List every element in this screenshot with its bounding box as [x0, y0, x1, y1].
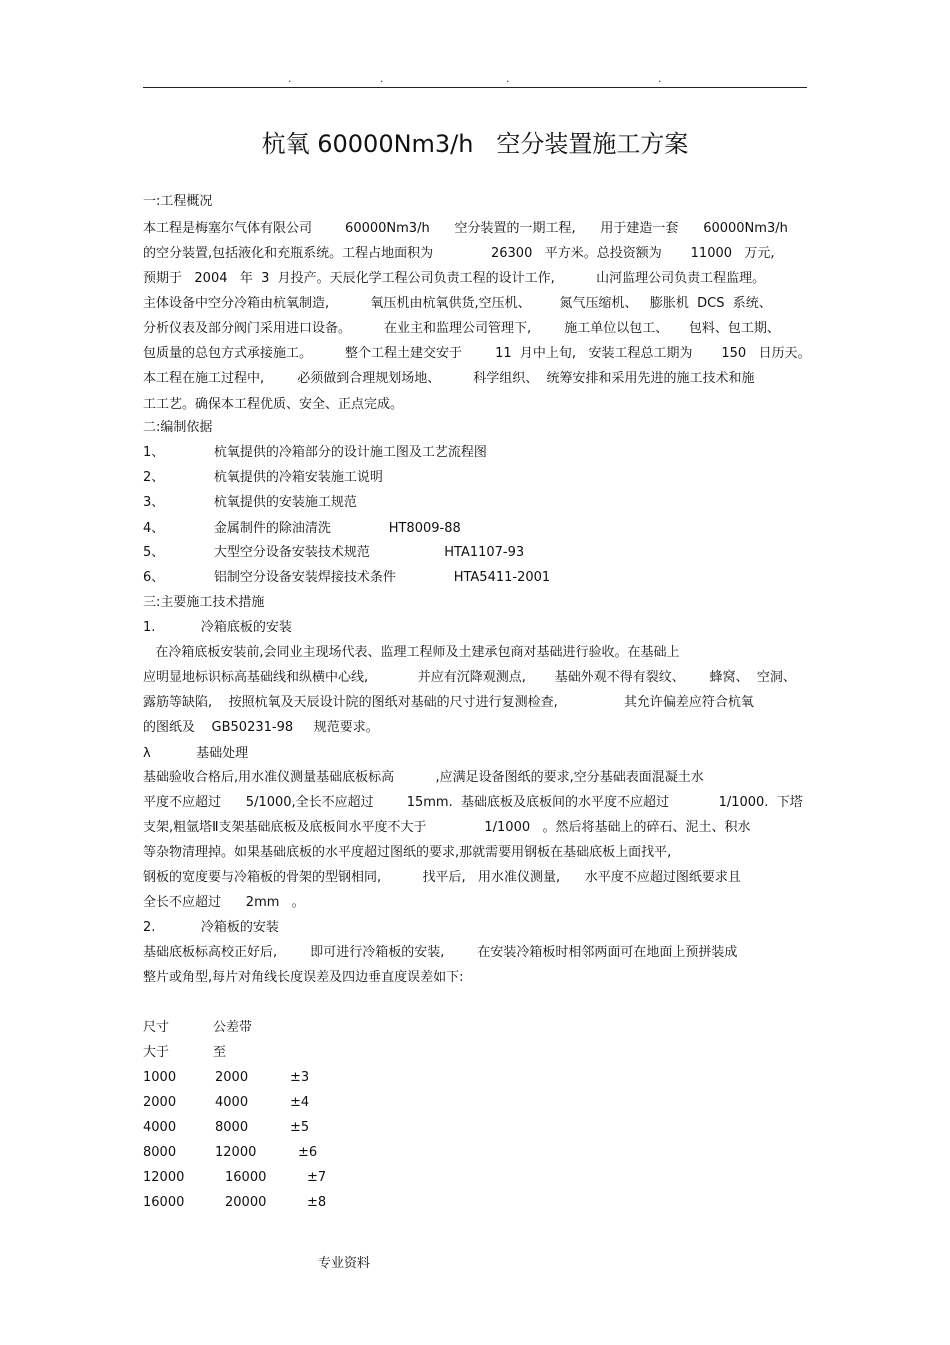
paragraph-line: 钢板的宽度要与冷箱板的骨架的型钢相同, 找平后, 用水准仪测量, 水平度不应超过图纸要求且 [143, 870, 741, 885]
table-cell: 12000 [215, 1145, 257, 1160]
page-footer: 专业资料 [318, 1256, 371, 1271]
page-title: 杭氧 60000Nm3/h 空分装置施工方案 [261, 130, 689, 158]
list-item: 3、 杭氧提供的安装施工规范 [143, 495, 357, 510]
paragraph-line: 应明显地标识标高基础线和纵横中心线, 并应有沉降观测点, 基础外观不得有裂纹、 蜂窝、 空洞、 [143, 670, 796, 685]
table-cell: ±5 [290, 1120, 310, 1135]
table-cell: ±3 [290, 1070, 310, 1085]
table-header-tolerance: 公差带 [213, 1020, 253, 1035]
paragraph-line: 整片或角型,每片对角线长度误差及四边垂直度误差如下: [143, 970, 464, 985]
table-cell: ±6 [298, 1145, 318, 1160]
list-item: 4、 金属制件的除油清洗 HT8009-88 [143, 521, 461, 536]
paragraph-line: 平度不应超过 5/1000,全长不应超过 15mm. 基础底板及底板间的水平度不应超过 1/1000. 下塔 [143, 795, 803, 810]
table-cell: 4000 [215, 1095, 249, 1110]
table-cell: 8000 [215, 1120, 249, 1135]
table-cell: 2000 [143, 1095, 177, 1110]
paragraph-line: 在冷箱底板安装前,会同业主现场代表、监理工程师及土建承包商对基础进行验收。在基础上 [143, 645, 680, 660]
paragraph-line: 支架,粗氩塔Ⅱ支架基础底板及底板间水平度不大于 1/1000 。然后将基础上的碎石、泥土、积水 [143, 820, 751, 835]
subsection-heading: λ 基础处理 [143, 746, 249, 761]
header-dot: . [380, 72, 384, 85]
header-dot: . [506, 72, 510, 85]
table-cell: 8000 [143, 1145, 177, 1160]
subsection-heading: 2. 冷箱板的安装 [143, 920, 279, 935]
table-cell: 4000 [143, 1120, 177, 1135]
table-cell: 1000 [143, 1070, 177, 1085]
paragraph-line: 本工程是梅塞尔气体有限公司 60000Nm3/h 空分装置的一期工程, 用于建造一套 60000Nm3/h [143, 221, 788, 236]
paragraph-line: 预期于 2004 年 3 月投产。天辰化学工程公司负责工程的设计工作, 山河监理公司负责工程监理。 [143, 271, 766, 286]
paragraph-line: 全长不应超过 2mm 。 [143, 895, 305, 910]
table-cell: 12000 [143, 1170, 185, 1185]
paragraph-line: 的空分装置,包括液化和充瓶系统。工程占地面积为 26300 平方米。总投资额为 11000 万元, [143, 246, 775, 261]
header-dot: . [288, 72, 292, 85]
section-heading: 二:编制依据 [143, 420, 213, 435]
section-heading: 一:工程概况 [143, 194, 213, 209]
list-item: 1、 杭氧提供的冷箱部分的设计施工图及工艺流程图 [143, 445, 487, 460]
table-cell: ±4 [290, 1095, 310, 1110]
table-cell: ±7 [307, 1170, 327, 1185]
table-cell: ±8 [307, 1195, 327, 1210]
paragraph-line: 基础验收合格后,用水准仪测量基础底板标高 ,应满足设备图纸的要求,空分基础表面混凝土水 [143, 770, 704, 785]
table-header-to: 至 [213, 1045, 227, 1060]
subsection-heading: 1. 冷箱底板的安装 [143, 620, 292, 635]
list-item: 2、 杭氧提供的冷箱安装施工说明 [143, 470, 383, 485]
paragraph-line: 包质量的总包方式承接施工。 整个工程土建交安于 11 月中上旬, 安装工程总工期为 150 日历天。 [143, 346, 811, 361]
table-cell: 16000 [225, 1170, 267, 1185]
table-header-size: 尺寸 [143, 1020, 170, 1035]
header-rule [143, 87, 807, 88]
paragraph-line: 露筋等缺陷, 按照杭氧及天辰设计院的图纸对基础的尺寸进行复测检查, 其允许偏差应符合杭氧 [143, 695, 754, 710]
header-dot: . [658, 72, 662, 85]
table-cell: 20000 [225, 1195, 267, 1210]
paragraph-line: 分析仪表及部分阀门采用进口设备。 在业主和监理公司管理下, 施工单位以包工、 包料、包工期、 [143, 321, 780, 336]
paragraph-line: 主体设备中空分冷箱由杭氧制造, 氧压机由杭氧供货,空压机、 氮气压缩机、 膨胀机 DCS 系统、 [143, 296, 772, 311]
section-heading: 三:主要施工技术措施 [143, 595, 265, 610]
list-item: 6、 铝制空分设备安装焊接技术条件 HTA5411-2001 [143, 570, 551, 585]
table-cell: 2000 [215, 1070, 249, 1085]
table-header-from: 大于 [143, 1045, 170, 1060]
list-item: 5、 大型空分设备安装技术规范 HTA1107-93 [143, 545, 525, 560]
table-cell: 16000 [143, 1195, 185, 1210]
paragraph-line: 工工艺。确保本工程优质、安全、正点完成。 [143, 397, 404, 412]
paragraph-line: 的图纸及 GB50231-98 规范要求。 [143, 720, 379, 735]
paragraph-line: 等杂物清理掉。如果基础底板的水平度超过图纸的要求,那就需要用钢板在基础底板上面找平, [143, 845, 672, 860]
paragraph-line: 本工程在施工过程中, 必须做到合理规划场地、 科学组织、 统筹安排和采用先进的施工技术和施 [143, 371, 755, 386]
paragraph-line: 基础底板标高校正好后, 即可进行冷箱板的安装, 在安装冷箱板时相邻两面可在地面上预拼装成 [143, 945, 738, 960]
